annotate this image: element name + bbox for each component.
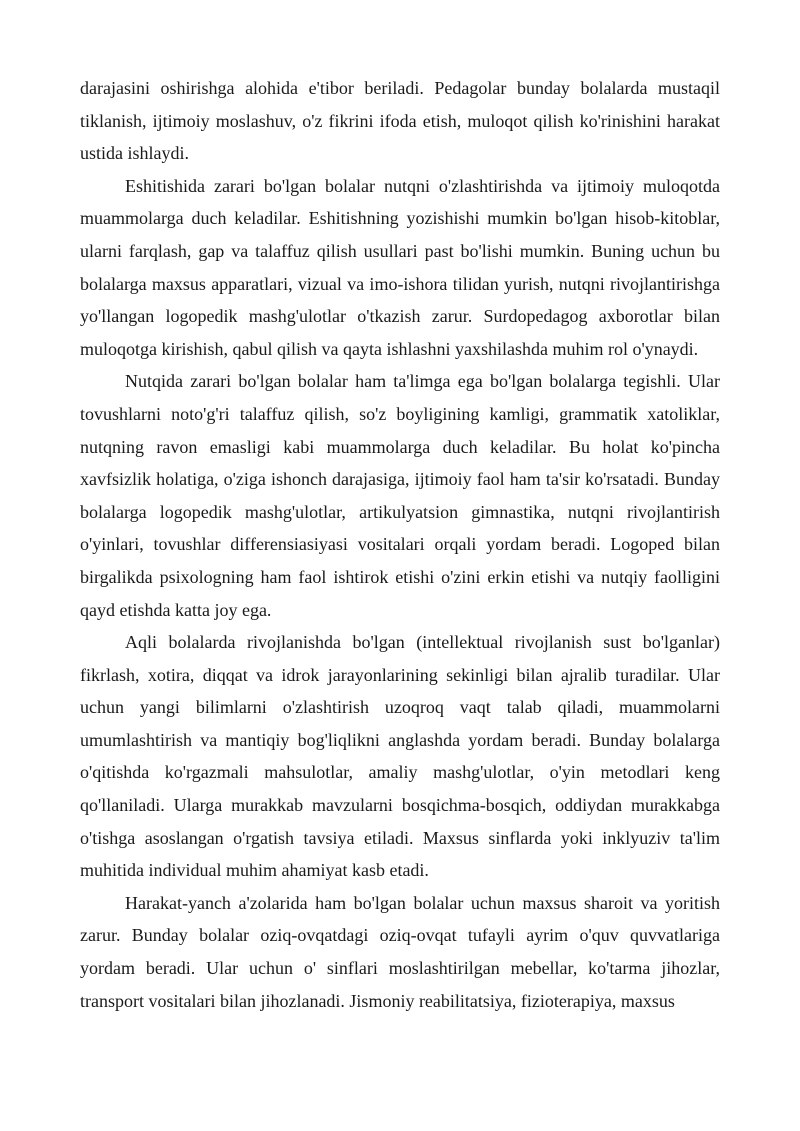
- document-page: [80, 72, 720, 1017]
- paragraph-hearing-impairment: Eshitishida zarari bo'lgan bolalar nutqni o'zlashtirishda va ijtimoiy muloqotda muammolarga duch keladilar. Eshitishning yozishishi mumkin bo'lgan hisob-kitoblar, ularni farqlash, gap va talaffuz qilish usullari past bo'lishi mumkin. Buning uchun bu bolalarga maxsus apparatlari, vizual va imo-ishora tilidan yurish, nutqni rivojlantirishga yo'llangan logopedik mashg'ulotlar o'tkazish zarur. Surdopedagog axborotlar bilan muloqotga kirishish, qabul qilish va qayta ishlashni yaxshilashda muhim rol o'ynaydi.: [80, 175, 720, 359]
- paragraph-continuation: darajasini oshirishga alohida e'tibor beriladi. Pedagolar bunday bolalarda mustaqil tiklanish, ijtimoiy moslashuv, o'z fikrini ifoda etish, muloqot qilish ko'rinishini harakat ustida ishlaydi.: [80, 78, 720, 164]
- paragraph-intellectual-disability: Aqli bolalarda rivojlanishda bo'lgan (intellektual rivojlanish sust bo'lganlar) fikrlash, xotira, diqqat va idrok jarayonlarining sekinligi bilan ajralib turadilar. Ular uchun yangi bilimlarni o'zlashtirish uzoqroq vaqt talab qiladi, muammolarni umumlashtirish va mantiqiy bog'liqlikni anglashda yordam beradi. Bunday bolalarga o'qitishda ko'rgazmali mahsulotlar, amaliy mashg'ulotlar, o'yin metodlari keng qo'llaniladi. Ularga murakkab mavzularni bosqichma-bosqich, oddiydan murakkabga o'tishga asoslangan o'rgatish tavsiya etiladi. Maxsus sinflarda yoki inklyuziv ta'lim muhitida individual muhim ahamiyat kasb etadi.: [80, 632, 720, 881]
- paragraph-motor-impairment: Harakat-yanch a'zolarida ham bo'lgan bolalar uchun maxsus sharoit va yoritish zarur. Bunday bolalar oziq-ovqatdagi oziq-ovqat tufayli ayrim o'quv quvvatlariga yordam beradi. Ular uchun o' sinflari moslashtirilgan mebellar, ko'tarma jihozlar, transport vositalari bilan jihozlanadi. Jismoniy reabilitatsiya, fizioterapiya, maxsus: [80, 892, 720, 1011]
- paragraph-speech-impairment: Nutqida zarari bo'lgan bolalar ham ta'limga ega bo'lgan bolalarga tegishli. Ular tovushlarni noto'g'ri talaffuz qilish, so'z boyligining kamligi, grammatik xatoliklar, nutqning ravon emasligi kabi muammolarga duch keladilar. Bu holat ko'pincha xavfsizlik holatiga, o'ziga ishonch darajasiga, ijtimoiy faol ham ta'sir ko'rsatadi. Bunday bolalarga logopedik mashg'ulotlar, artikulyatsion gimnastika, nutqni rivojlantirish o'yinlari, tovushlar differensiasiyasi vositalari orqali yordam beradi. Logoped bilan birgalikda psixologning ham faol ishtirok etishi o'zini erkin etishi va nutqiy faolligini qayd etishda katta joy ega.: [80, 371, 720, 620]
